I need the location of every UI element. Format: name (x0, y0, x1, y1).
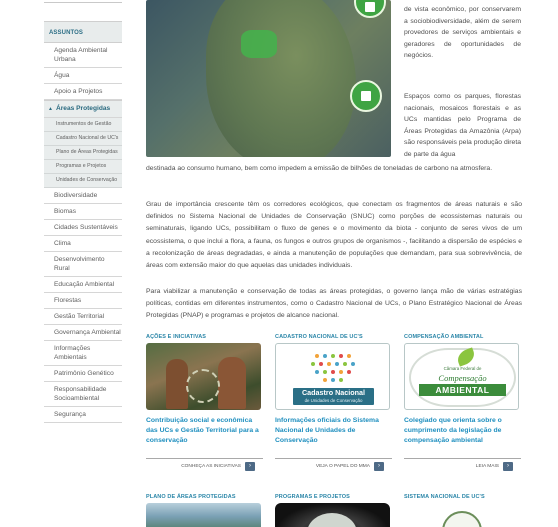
card-more-link[interactable] (476, 462, 513, 471)
card-photo[interactable] (146, 503, 261, 527)
card-compensacao-ambiental (404, 334, 521, 469)
sidebar-item-agua[interactable]: Água (44, 68, 122, 84)
compensacao-ambiental-logo[interactable] (404, 343, 519, 410)
intro-text-continuation: destinada ao consumo humano, bem como impedem a emissão de bilhões de toneladas de carbono na atmosfera. (146, 165, 493, 172)
card-title-link[interactable]: Colegiado que orienta sobre o cumprimento da legislação de compensação ambiental (404, 417, 502, 444)
logo-subtitle: de Unidades de Conservação (304, 398, 363, 403)
sidebar-item-desenvolvimento-rural[interactable]: Desenvolvimento Rural (44, 252, 122, 277)
paragraph-corredores: Grau de importância crescente têm os corredores ecológicos, que conectam os fragmentos de áreas naturais e são definidos no Sistema Nacional de Unidades de Conservação (SNUC) como porções de ecossistemas naturais ou seminaturais, ligando UCs, possibilitam o fluxo de genes e o movimento da biota - conjunto de seres vivos de um ecossistema, o que inclui a flora, a fauna, os fungos e outros grupos de organismos -, facilitando a dispersão de espécies e a recolonização de áreas degradadas, e ainda a manutenção de populações que demandam, para sua sobrevivência, de áreas com extensão maior do que aquelas das unidades individuais. (146, 201, 522, 270)
arrow-right-icon: › (245, 462, 255, 471)
sidebar-item-educacao-ambiental[interactable]: Educação Ambiental (44, 277, 122, 293)
logo-line-2: Compensação (438, 373, 487, 383)
card-title-link[interactable]: Informações oficiais do Sistema Nacional de Unidades de Conservação (275, 417, 379, 444)
sidebar-subitem-programas-e-projetos[interactable]: Programas e Projetos (44, 160, 122, 174)
sidebar-item-seguranca[interactable]: Segurança (44, 407, 122, 423)
logo-dot-grid (309, 352, 359, 382)
card-title-link[interactable]: Contribuição social e econômica das UCs e Gestão Territorial para a conservação (146, 417, 259, 444)
card-category: COMPENSAÇÃO AMBIENTAL (404, 334, 484, 340)
protected-area-marker-icon (354, 0, 386, 18)
card-more-link[interactable] (316, 462, 384, 471)
logo-band (293, 388, 374, 405)
card-photo[interactable] (275, 503, 390, 527)
card-divider (146, 458, 263, 459)
sidebar-item-label: Áreas Protegidas (55, 105, 111, 112)
card-category: CADASTRO NACIONAL DE UC'S (275, 334, 363, 340)
snuc-seal-logo[interactable] (404, 503, 519, 527)
logo-title: Cadastro Nacional (301, 388, 366, 397)
card-category: SISTEMA NACIONAL DE UC'S (404, 494, 485, 500)
sidebar-item-clima[interactable]: Clima (44, 236, 122, 252)
protected-area-marker-icon (350, 80, 382, 112)
card-more-label: LEIA MAIS (475, 464, 499, 469)
logo-line-3: AMBIENTAL (419, 384, 506, 396)
card-category: AÇÕES E INICIATIVAS (146, 334, 207, 340)
cadastro-nacional-logo[interactable] (275, 343, 390, 410)
sidebar-item-biomas[interactable]: Biomas (44, 204, 122, 220)
brazil-map-image (146, 0, 391, 157)
caret-up-icon: ▲ (48, 106, 53, 112)
card-photo[interactable] (146, 343, 261, 410)
map-protected-area-highlight (241, 30, 277, 58)
sidebar-divider (44, 0, 122, 3)
sidebar-item-agenda-ambiental-urbana[interactable]: Agenda Ambiental Urbana (44, 43, 122, 68)
card-category: PLANO DE ÁREAS PROTEGIDAS (146, 494, 236, 500)
logo-line-1: Câmara Federal de (443, 366, 482, 371)
card-category: PROGRAMAS E PROJETOS (275, 494, 350, 500)
sidebar-item-apoio-a-projetos[interactable]: Apoio a Projetos (44, 84, 122, 100)
sidebar-item-florestas[interactable]: Florestas (44, 293, 122, 309)
card-acoes-e-iniciativas (146, 334, 263, 469)
intro-text-right-2: Espaços como os parques, florestas nacionais, mosaicos florestais e as UCs mantidas pelo Programa de Áreas Protegidas da Amazônia (Arpa) são responsáveis pela produção direta de parte da água (404, 93, 521, 158)
sidebar-item-patrimonio-genetico[interactable]: Patrimônio Genético (44, 366, 122, 382)
card-cadastro-nacional (275, 334, 392, 469)
arrow-right-icon: › (503, 462, 513, 471)
paragraph-estrategias: Para viabilizar a manutenção e conservação de todas as áreas protegidas, o governo lança mão de várias estratégias políticas, contidas em diferentes instrumentos, como o Cadastro Nacional de UCs, o Plano Estratégico Nacional de Áreas Protegidas (PNAP) e programas e projetos de alcance nacional. (146, 288, 522, 320)
sidebar-item-biodiversidade[interactable]: Biodiversidade (44, 188, 122, 204)
sidebar-item-responsabilidade-socioambiental[interactable]: Responsabilidade Socioambiental (44, 382, 122, 407)
sidebar-section-title: ASSUNTOS (44, 21, 122, 43)
sidebar-item-gestao-territorial[interactable]: Gestão Territorial (44, 309, 122, 325)
arrow-right-icon: › (374, 462, 384, 471)
sidebar-item-informacoes-ambientais[interactable]: Informações Ambientais (44, 341, 122, 366)
sidebar-item-areas-protegidas[interactable] (44, 100, 122, 118)
card-more-link[interactable] (181, 462, 255, 471)
sidebar-item-governanca-ambiental[interactable]: Governança Ambiental (44, 325, 122, 341)
intro-text-right: de vista econômico, por conservarem a sociobiodiversidade, além de serem provedores de serviços ambientais e geradores de oportunidades de negócios. (404, 6, 521, 59)
sidebar-subitem-instrumentos-de-gestao[interactable]: Instrumentos de Gestão (44, 118, 122, 132)
card-programas-e-projetos (275, 494, 392, 500)
sidebar (44, 0, 122, 423)
card-divider (275, 458, 392, 459)
sidebar-subitem-plano-areas-protegidas[interactable]: Plano de Áreas Protegidas (44, 146, 122, 160)
card-more-label: CONHEÇA AS INICIATIVAS (181, 464, 241, 469)
card-plano-areas-protegidas (146, 494, 263, 500)
map-landmass (206, 0, 356, 157)
sidebar-subitem-unidades-de-conservacao[interactable]: Unidades de Conservação (44, 174, 122, 188)
card-divider (404, 458, 521, 459)
sidebar-item-cidades-sustentaveis[interactable]: Cidades Sustentáveis (44, 220, 122, 236)
card-sistema-nacional-ucs (404, 494, 521, 500)
card-more-label: VEJA O PAPEL DO MMA (315, 464, 370, 469)
sidebar-subitem-cadastro-nacional[interactable]: Cadastro Nacional de UC's (44, 132, 122, 146)
